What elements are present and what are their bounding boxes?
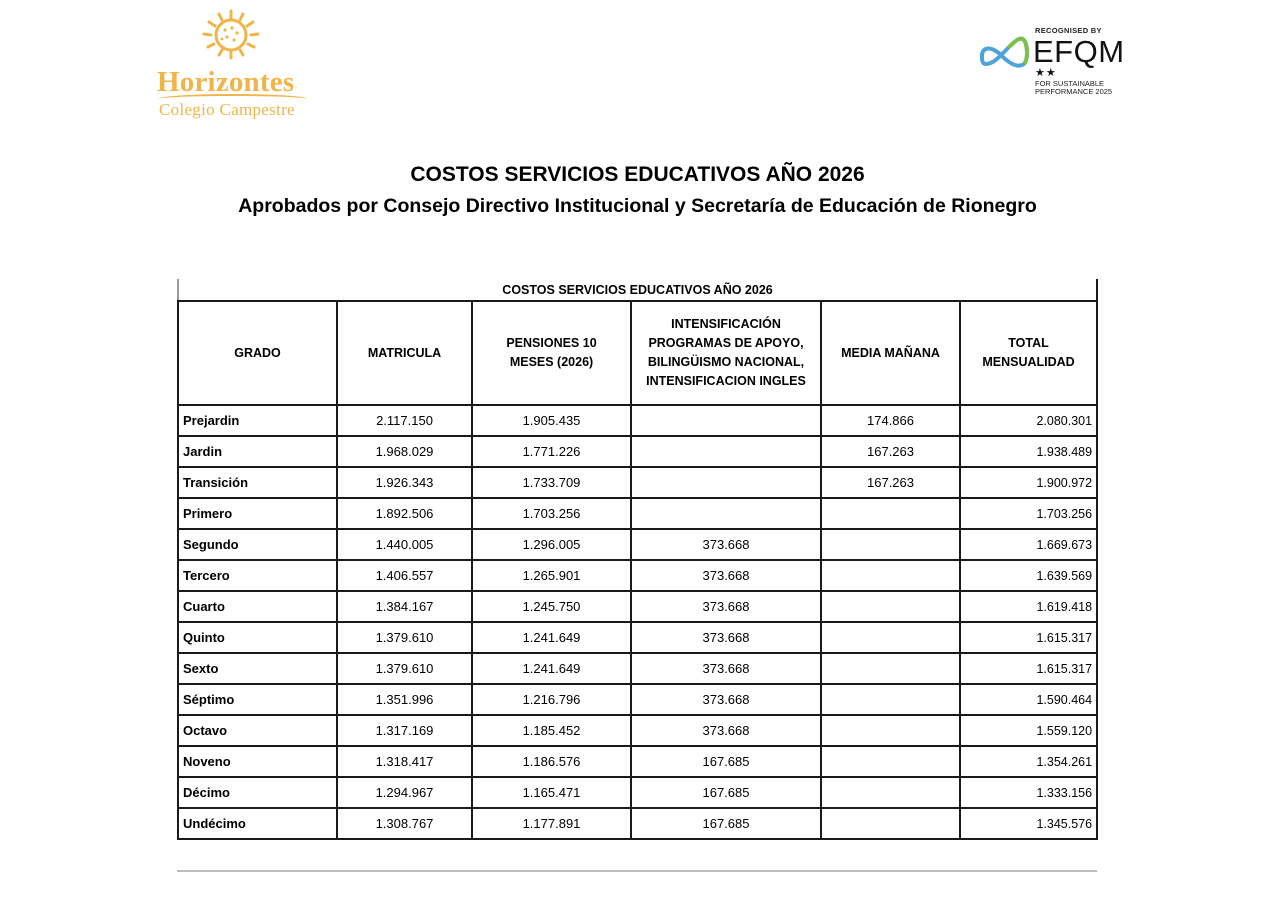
table-row [178,436,1097,467]
star-icon: ★★ [1035,67,1057,79]
cell-grado: Séptimo [178,684,337,715]
column-header-intensificacion: INTENSIFICACIÓN PROGRAMAS DE APOYO, BILINGÜISMO NACIONAL, INTENSIFICACION INGLES [631,301,821,405]
cell-total: 1.900.972 [960,467,1097,498]
cell-pensiones: 1.185.452 [472,715,631,746]
cell-grado: Transición [178,467,337,498]
cell-media-manana [821,560,960,591]
cell-total: 1.669.673 [960,529,1097,560]
cell-pensiones: 1.177.891 [472,808,631,839]
cell-total: 1.703.256 [960,498,1097,529]
cell-matricula: 1.318.417 [337,746,472,777]
cell-grado: Segundo [178,529,337,560]
cell-matricula: 1.384.167 [337,591,472,622]
cell-media-manana: 174.866 [821,405,960,436]
cell-matricula: 2.117.150 [337,405,472,436]
cell-grado: Sexto [178,653,337,684]
cell-media-manana [821,529,960,560]
column-header-pensiones: PENSIONES 10 MESES (2026) [472,301,631,405]
school-name: Horizontes [157,66,295,98]
cell-matricula: 1.294.967 [337,777,472,808]
cell-matricula: 1.892.506 [337,498,472,529]
table-row [178,808,1097,839]
column-header-matricula: MATRICULA [337,301,472,405]
cell-matricula: 1.379.610 [337,653,472,684]
cell-media-manana [821,808,960,839]
cell-matricula: 1.379.610 [337,622,472,653]
cell-pensiones: 1.733.709 [472,467,631,498]
costs-table [177,279,1098,840]
cell-total: 1.590.464 [960,684,1097,715]
cell-grado: Primero [178,498,337,529]
cell-total: 1.559.120 [960,715,1097,746]
table-row [178,684,1097,715]
efqm-wordmark: EFQM [1033,34,1125,69]
table-caption: COSTOS SERVICIOS EDUCATIVOS AÑO 2026 [178,279,1097,301]
cell-intensificacion: 373.668 [631,560,821,591]
cell-intensificacion: 167.685 [631,808,821,839]
cell-intensificacion: 167.685 [631,746,821,777]
table-body [178,405,1097,839]
cell-intensificacion [631,467,821,498]
cell-pensiones: 1.241.649 [472,653,631,684]
cell-matricula: 1.968.029 [337,436,472,467]
table-row [178,560,1097,591]
column-header-total: TOTAL MENSUALIDAD [960,301,1097,405]
table-row [178,405,1097,436]
column-header-media-manana: MEDIA MAÑANA [821,301,960,405]
efqm-recognised-by: RECOGNISED BY [1035,26,1102,35]
cell-grado: Tercero [178,560,337,591]
cell-total: 1.354.261 [960,746,1097,777]
cell-total: 1.938.489 [960,436,1097,467]
table-bottom-rule [177,870,1097,872]
column-header-grado: GRADO [178,301,337,405]
cell-intensificacion: 373.668 [631,622,821,653]
cell-total: 1.639.569 [960,560,1097,591]
cell-media-manana [821,591,960,622]
efqm-tagline-line1: FOR SUSTAINABLE [1035,79,1105,88]
cell-pensiones: 1.905.435 [472,405,631,436]
cell-grado: Cuarto [178,591,337,622]
table-row [178,622,1097,653]
cell-grado: Prejardin [178,405,337,436]
cell-total: 1.619.418 [960,591,1097,622]
cell-total: 1.345.576 [960,808,1097,839]
table-row [178,715,1097,746]
cell-pensiones: 1.771.226 [472,436,631,467]
cell-media-manana [821,777,960,808]
cell-intensificacion: 373.668 [631,653,821,684]
table-header-row [178,301,1097,405]
cell-grado: Quinto [178,622,337,653]
cell-matricula: 1.440.005 [337,529,472,560]
cell-matricula: 1.351.996 [337,684,472,715]
cell-intensificacion: 373.668 [631,684,821,715]
cell-matricula: 1.317.169 [337,715,472,746]
table-row [178,591,1097,622]
table-row [178,746,1097,777]
cell-media-manana [821,715,960,746]
efqm-tagline [1035,80,1112,96]
cell-grado: Noveno [178,746,337,777]
cell-pensiones: 1.216.796 [472,684,631,715]
cell-matricula: 1.308.767 [337,808,472,839]
cell-media-manana [821,746,960,777]
table-row [178,467,1097,498]
cell-pensiones: 1.241.649 [472,622,631,653]
cell-matricula: 1.926.343 [337,467,472,498]
cell-media-manana [821,498,960,529]
cell-media-manana: 167.263 [821,467,960,498]
cell-media-manana [821,622,960,653]
cell-total: 1.333.156 [960,777,1097,808]
cell-pensiones: 1.186.576 [472,746,631,777]
table-row [178,777,1097,808]
cell-media-manana [821,653,960,684]
cell-intensificacion [631,436,821,467]
cell-pensiones: 1.265.901 [472,560,631,591]
cell-grado: Jardin [178,436,337,467]
page-subtitle: Aprobados por Consejo Directivo Institucional y Secretaría de Educación de Rionegro [238,195,1037,217]
cell-intensificacion: 373.668 [631,715,821,746]
cell-matricula: 1.406.557 [337,560,472,591]
cell-media-manana [821,684,960,715]
sun-icon [200,8,262,60]
cell-media-manana: 167.263 [821,436,960,467]
cell-pensiones: 1.703.256 [472,498,631,529]
cell-pensiones: 1.296.005 [472,529,631,560]
school-tagline: Colegio Campestre [159,100,295,119]
efqm-logo [978,24,1128,104]
efqm-tagline-line2: PERFORMANCE 2025 [1035,87,1113,96]
table-row [178,498,1097,529]
infinity-loop-icon [978,34,1030,74]
cell-intensificacion [631,405,821,436]
cell-intensificacion: 373.668 [631,591,821,622]
cell-total: 2.080.301 [960,405,1097,436]
table-row [178,529,1097,560]
costs-table-container [177,279,1097,840]
cell-pensiones: 1.165.471 [472,777,631,808]
cell-intensificacion: 167.685 [631,777,821,808]
cell-intensificacion [631,498,821,529]
school-logo [155,8,315,123]
cell-grado: Octavo [178,715,337,746]
cell-grado: Undécimo [178,808,337,839]
cell-pensiones: 1.245.750 [472,591,631,622]
cell-total: 1.615.317 [960,622,1097,653]
cell-grado: Décimo [178,777,337,808]
page-title: COSTOS SERVICIOS EDUCATIVOS AÑO 2026 [410,163,865,186]
table-row [178,653,1097,684]
cell-total: 1.615.317 [960,653,1097,684]
cell-intensificacion: 373.668 [631,529,821,560]
table-caption-row [178,279,1097,301]
